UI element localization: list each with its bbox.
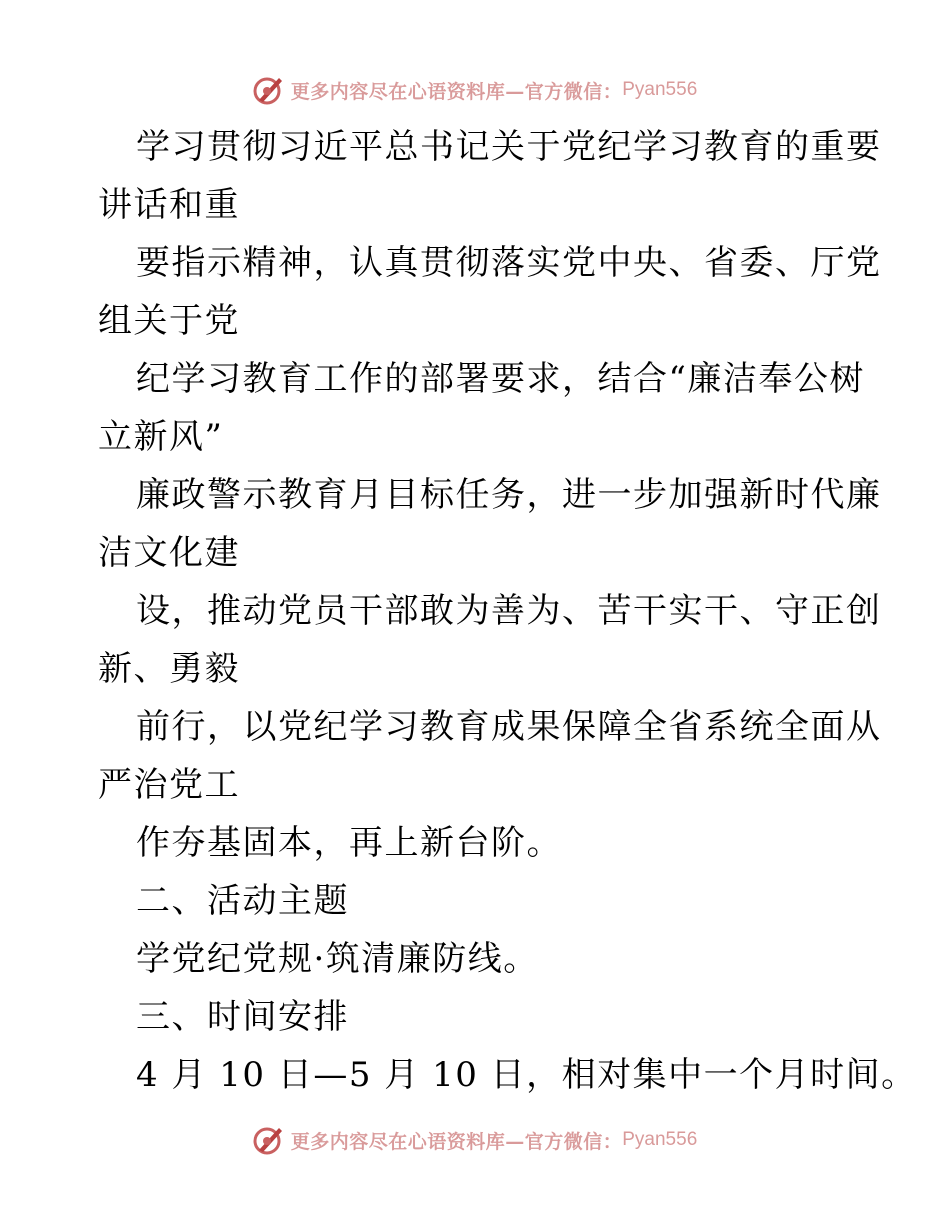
text-line: 作夯基固本，再上新台阶。 [136, 823, 562, 863]
quill-logo-icon [253, 74, 285, 106]
text-line: 二、活动主题 [136, 881, 349, 921]
text-line: 三、时间安排 [136, 997, 349, 1037]
watermark-wechat-id: Pyan556 [622, 1129, 698, 1150]
text-line: 讲话和重 [98, 185, 240, 225]
text-line: 学党纪党规·筑清廉防线。 [136, 939, 539, 979]
text-line: 洁文化建 [98, 533, 240, 573]
watermark-wechat-id: Pyan556 [622, 79, 698, 100]
document-body [98, 118, 917, 1104]
text-line: 前行，以党纪学习教育成果保障全省系统全面从 [136, 707, 882, 747]
text-line: 严治党工 [98, 765, 240, 805]
text-line: 立新风” [98, 417, 224, 457]
footer-watermark [0, 1120, 950, 1160]
watermark-text: 更多内容尽在心语资料库—官方微信： [290, 80, 623, 103]
quill-logo-icon [253, 1124, 285, 1156]
text-line: 要指示精神，认真贯彻落实党中央、省委、厅党 [136, 243, 882, 283]
header-watermark [0, 70, 950, 110]
text-line: 组关于党 [98, 301, 240, 341]
text-line: 设，推动党员干部敢为善为、苦干实干、守正创 [136, 591, 882, 631]
text-line: 纪学习教育工作的部署要求，结合“廉洁奉公树 [136, 359, 865, 399]
text-line: 4 月 10 日—5 月 10 日，相对集中一个月时间。 [136, 1055, 917, 1095]
watermark-text: 更多内容尽在心语资料库—官方微信： [290, 1130, 623, 1153]
text-line: 学习贯彻习近平总书记关于党纪学习教育的重要 [136, 127, 882, 167]
text-line: 新、勇毅 [98, 649, 240, 689]
text-line: 廉政警示教育月目标任务，进一步加强新时代廉 [136, 475, 882, 515]
